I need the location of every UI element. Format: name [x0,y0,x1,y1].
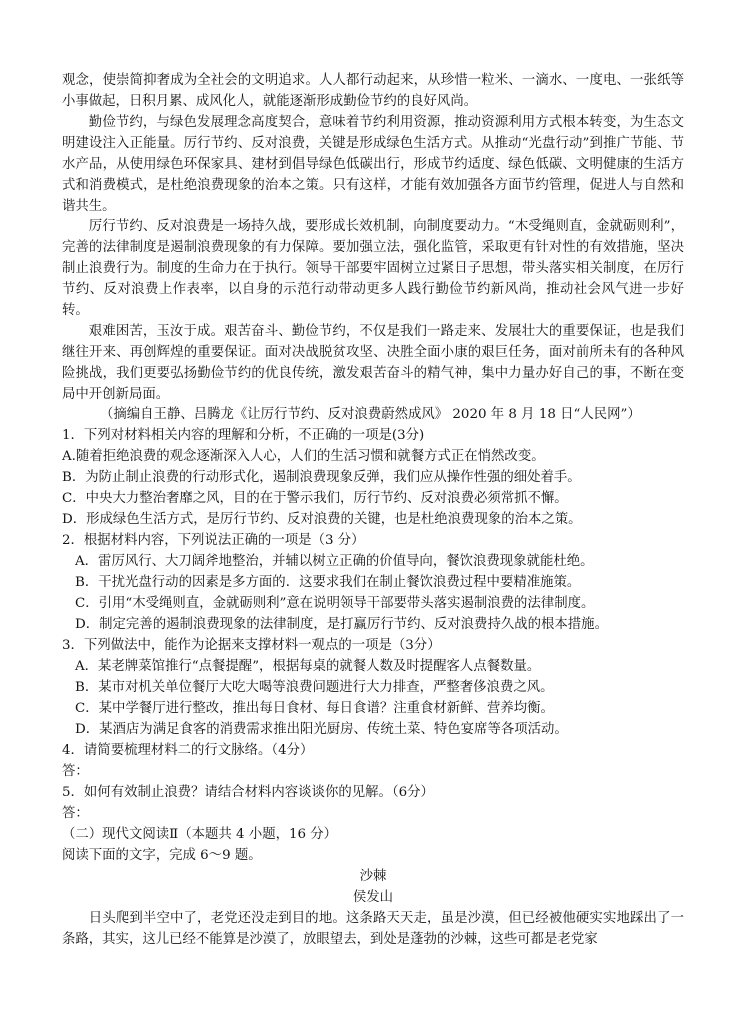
question-1-option-d: D．形成绿色生活方式，是厉行节约、反对浪费的关键，也是杜绝浪费现象的治本之策。 [62,512,582,527]
question-5-stem: 5．如何有效制止浪费？请结合材料内容谈谈你的见解。（6分） [62,785,434,800]
passage1-source: （摘编自王静、吕腾龙《让厉行节约、反对浪费蔚然成风》 2020 年 8 月 18 日“人民网”） [100,407,641,422]
question-2-stem: 2．根据材料内容，下列说法正确的一项是（3 分） [62,533,365,548]
question-1-option-a: A.随着拒绝浪费的观念逐渐深入人心，人们的生活习惯和就餐方式正在悄然改变。 [62,449,545,464]
passage1-paragraph-1: 观念，使崇简抑奢成为全社会的文明追求。人人都行动起来，从珍惜一粒米、一滴水、一度电、一张纸等小事做起，日积月累、成风化人，就能逐渐形成勤俭节约的良好风尚。 [62,73,684,109]
question-3-option-a: A．某老牌菜馆推行“点餐提醒”，根据每桌的就餐人数及时提醒客人点餐数量。 [75,659,541,674]
question-3-stem: 3．下列做法中，能作为论据来支撑材料一观点的一项是（3分） [62,638,441,653]
passage1-paragraph-2: 勤俭节约，与绿色发展理念高度契合，意味着节约利用资源，推动资源利用方式根本转变，为生态文明建设注入正能量。厉行节约、反对浪费，关键是形成绿色生活方式。从推动“光盘行动”到推广节能、节水产品，从使用绿色环保家具、建材到倡导绿色低碳出行，形成节约适度、绿色低碳、文明健康的生活方式和消费模式，是杜绝浪费现象的治本之策。只有这样，才能有效加强各方面节约管理，促进人与自然和谐共生。 [62,115,684,214]
story-author: 侯发山 [352,890,394,905]
question-2-option-b: B．干扰光盘行动的因素是多方面的．这要求我们在制止餐饮浪费过程中要精准施策。 [75,575,581,590]
section-2-heading: （二）现代文阅读Ⅱ（本题共 4 小题，16 分） [62,827,338,842]
question-4-answer-label: 答： [62,764,89,779]
story-title: 沙棘 [359,869,387,884]
question-2-option-d: D．制定完善的遏制浪费现象的法律制度，是打赢厉行节约、反对浪费持久战的根本措施。 [75,617,608,632]
section-2-instruction: 阅读下面的文字，完成 6～9 题。 [62,848,262,863]
passage1-paragraph-4: 艰难困苦，玉汝于成。艰苦奋斗、勤俭节约，不仅是我们一路走来、发展壮大的重要保证，也是我们继往开来、再创辉煌的重要保证。面对决战脱贫攻坚、决胜全面小康的艰巨任务，面对前所未有的各种风险挑战，我们更要弘扬勤俭节约的优良传统，激发艰苦奋斗的精气神，集中力量办好自己的事，不断在变局中开创新局面。 [62,324,684,402]
question-3-option-b: B．某市对机关单位餐厅大吃大喝等浪费问题进行大力排查，严整奢侈浪费之风。 [75,680,554,695]
passage1-paragraph-3: 厉行节约、反对浪费是一场持久战，要形成长效机制，向制度要动力。“木受绳则直，金就砺则利”，完善的法律制度是遏制浪费现象的有力保障。要加强立法，强化监管，采取更有针对性的有效措施，坚决制止浪费行为。制度的生命力在于执行。领导干部要牢固树立过紧日子思想，带头落实相关制度，在厉行节约、反对浪费上作表率，以自身的示范行动带动更多人践行勤俭节约新风尚，推动社会风气进一步好转。 [62,219,684,318]
question-5-answer-label: 答： [62,806,89,821]
question-4-stem: 4．请简要梳理材料二的行文脉络。（4分） [62,743,314,758]
question-1-option-b: B．为防止制止浪费的行动形式化，遏制浪费现象反弹，我们应从操作性强的细处着手。 [62,470,581,485]
question-1-option-c: C．中央大力整治奢靡之风，目的在于警示我们，厉行节约、反对浪费必须常抓不懈。 [62,491,568,506]
question-1-stem: 1．下列对材料相关内容的理解和分析，不正确的一项是(3分) [62,428,425,443]
question-3-option-c: C．某中学餐厅进行整改，推出每日食材、每日食谱？注重食材新鲜、营养均衡。 [75,701,554,716]
question-3-option-d: D．某酒店为满足食客的消费需求推出阳光厨房、传统土菜、特色宴席等各项活动。 [75,722,568,737]
question-2-option-a: A．雷厉风行、大刀阔斧地整治，并辅以树立正确的价值导向，餐饮浪费现象就能杜绝。 [75,554,594,569]
question-2-option-c: C．引用“木受绳则直，金就砺则利”意在说明领导干部要带头落实遏制浪费的法律制度。 [75,596,595,611]
story-paragraph-1: 日头爬到半空中了，老党还没走到目的地。这条路天天走，虽是沙漠，但已经被他硬实实地踩出了一条路，其实，这儿已经不能算是沙漠了，放眼望去，到处是蓬勃的沙棘，这些可都是老党家 [62,911,684,947]
